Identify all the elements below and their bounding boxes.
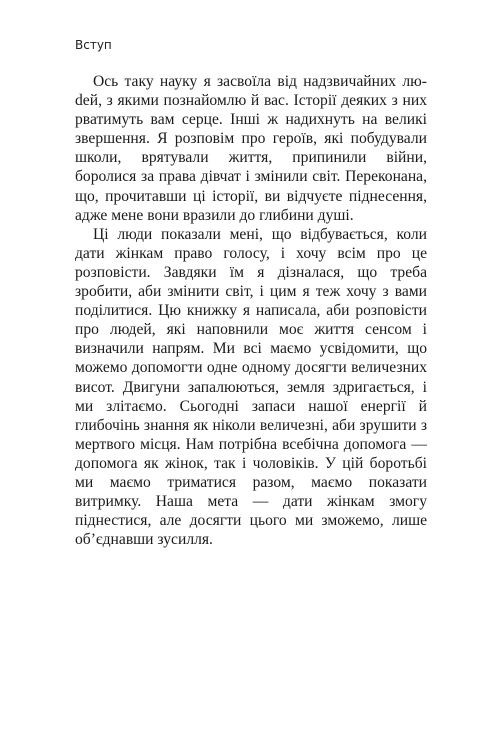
running-header: Вступ [75,38,112,52]
paragraph-1: Ось таку науку я засвоїла від надзвичайних люdей, з якими познайомлю й вас. Історії деяких з них рватимуть вам серце. Інші ж надихнуть на великі звершення. Я розповім про героїв, які побудували школи, врятували життя, припинили війни, боролися за права дівчат і змінили світ. Переконана, що, прочитавши ці історії, ви відчуєте піднесення, адже мене вони вразили до глибини душі. [75,73,427,224]
paragraph-2: Ці люди показали мені, що відбувається, коли дати жінкам право голосу, і хочу всім про це розповісти. Завдяки їм я дізналася, що треба зробити, аби змінити світ, і цим я теж хочу з вами поділитися. Цю книжку я написала, аби розповісти про людей, які наповнили моє життя сенсом і визначили напрям. Ми всі маємо усвідомити, що можемо допомогти одне одному досягти величезних висот. Двигуни запалюються, земля здригається, і ми злітаємо. Сьогодні запаси нашої енергії й глибочінь знання як ніколи величезні, аби зрушити з мертвого місця. Нам потрібна всебічна допомога — допомога як жінок, так і чоловіків. У цій боротьбі ми маємо триматися разом, маємо показати витримку. Наша мета — дати жінкам змогу піднестися, але досягти цього ми зможемо, лише об’єднавши зусилля. [75,225,427,549]
body-text [75,72,427,549]
